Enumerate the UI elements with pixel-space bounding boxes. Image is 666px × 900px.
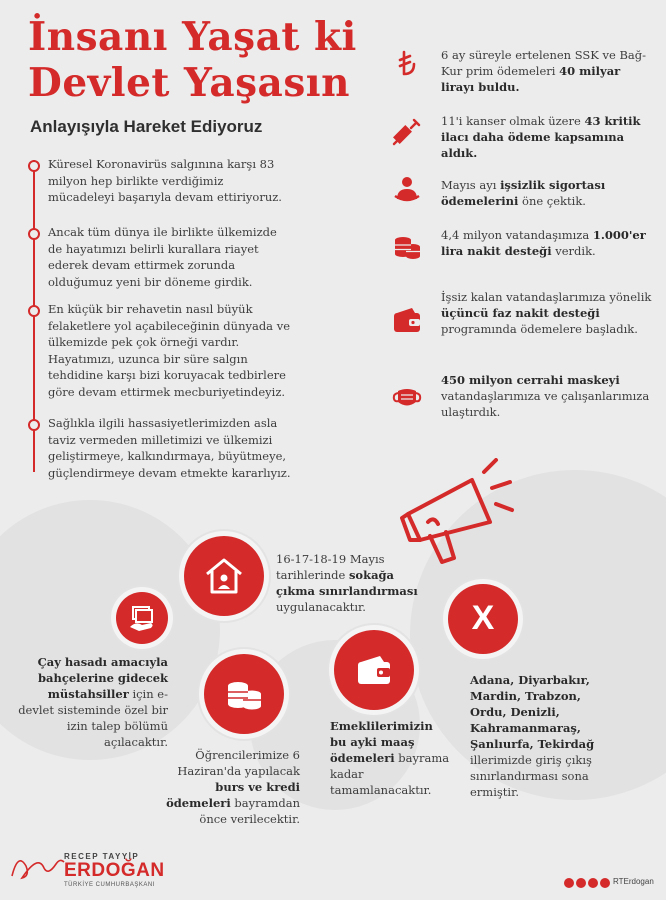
measure-1: 6 ay süreyle ertelenen SSK ve Bağ-Kur prim ödemeleri 40 milyar lirayı buldu. <box>441 48 647 94</box>
wallet-icon <box>355 653 393 687</box>
wallet-icon <box>392 306 422 336</box>
footer-name-small: RECEP TAYYİP <box>64 852 140 861</box>
lira-icon <box>392 48 422 78</box>
paragraph-1: Küresel Koronavirüs salgınına karşı 83 milyon hep birlikte verdiğimiz mücadeleyi başarıyla devam ettiriyoruz. <box>48 157 282 204</box>
curfew-text: 16-17-18-19 Mayıs tarihlerinde sokağa çıkma sınırlandırması uygulanacaktır. <box>276 552 418 614</box>
page-subtitle: Anlayışıyla Hareket Ediyoruz <box>30 117 263 136</box>
page-title: İnsanı Yaşat ki Devlet Yaşasın <box>28 14 357 106</box>
coins-icon <box>392 232 422 262</box>
facebook-icon[interactable] <box>576 878 586 888</box>
mask-icon <box>392 382 422 412</box>
x-mark: X <box>471 599 495 637</box>
wallet-circle <box>334 630 414 710</box>
twitter-icon[interactable] <box>564 878 574 888</box>
travel-restriction-text: Adana, Diyarbakır, Mardin, Trabzon, Ordu, Denizli, Kahramanmaraş, Şanlıurfa, Tekirdağ illerimizde giriş çıkış sınırlandırması sona ermiştir. <box>470 673 595 799</box>
timeline-dot <box>28 160 40 172</box>
house-person-icon <box>203 556 245 596</box>
paragraph-3: En küçük bir rehavetin nasıl büyük felaketlere yol açabileceğinin dünyada ve ülkemizde pek çok örneği vardır. Hayatımızı, uzunca bir süre salgın tehdidine karşı bizi koruyacak tedbirlere göre devam ettirmek mecburiyetindeyiz. <box>48 302 290 399</box>
coins-stack-icon <box>224 676 264 712</box>
students-payment-text: Öğrencilerimize 6 Haziran'da yapılacak burs ve kredi ödemeleri bayramdan önce verilecektir. <box>166 748 300 826</box>
measure-3: Mayıs ayı işsizlik sigortası ödemelerini öne çektik. <box>441 178 606 208</box>
paragraph-2: Ancak tüm dünya ile birlikte ülkemizde de hayatımızı belirli kurallara riayet ederek devam ettirmek zorunda olduğumuz yeni bir döneme girdik. <box>48 225 277 289</box>
tea-harvest-text: Çay hasadı amacıyla bahçelerine gidecek müstahsiller için e-devlet sisteminde özel bir izin talep bölümü açılacaktır. <box>18 655 168 749</box>
timeline-dot <box>28 305 40 317</box>
measure-4: 4,4 milyon vatandaşımıza 1.000'er lira nakit desteği verdik. <box>441 228 646 258</box>
social-handle: RTErdogan <box>613 877 654 886</box>
house-circle <box>184 536 264 616</box>
unemployed-person-icon <box>392 174 422 204</box>
instagram-icon[interactable] <box>600 878 610 888</box>
measure-5: İşsiz kalan vatandaşlarımıza yönelik üçüncü faz nakit desteği programında ödemelere başladık. <box>441 290 652 336</box>
footer-name: ERDOĞAN <box>64 860 165 881</box>
coins-circle <box>204 654 284 734</box>
measure-2: 11'i kanser olmak üzere 43 kritik ilacı daha ödeme kapsamına aldık. <box>441 114 641 160</box>
youtube-icon[interactable] <box>588 878 598 888</box>
x-circle <box>448 584 518 654</box>
paragraph-4: Sağlıkla ilgili hassasiyetlerimizden asla taviz vermeden milletimizi ve ülkemizi geliştirmeye, kalkındırmaya, büyütmeye, güçlendirmeye devam etmekte kararlıyız. <box>48 416 291 480</box>
tea-circle <box>116 592 168 644</box>
signature-icon <box>8 846 68 886</box>
money-hand-icon <box>127 603 157 633</box>
retirees-payment-text: Emeklilerimizin bu ayki maaş ödemeleri bayrama kadar tamamlanacaktır. <box>330 719 450 797</box>
syringe-icon <box>392 116 422 146</box>
measure-6: 450 milyon cerrahi maskeyi vatandaşlarımıza ve çalışanlarımıza ulaştırdık. <box>441 373 650 419</box>
footer-role: TÜRKİYE CUMHURBAŞKANI <box>64 882 155 888</box>
timeline-dot <box>28 228 40 240</box>
timeline-dot <box>28 419 40 431</box>
